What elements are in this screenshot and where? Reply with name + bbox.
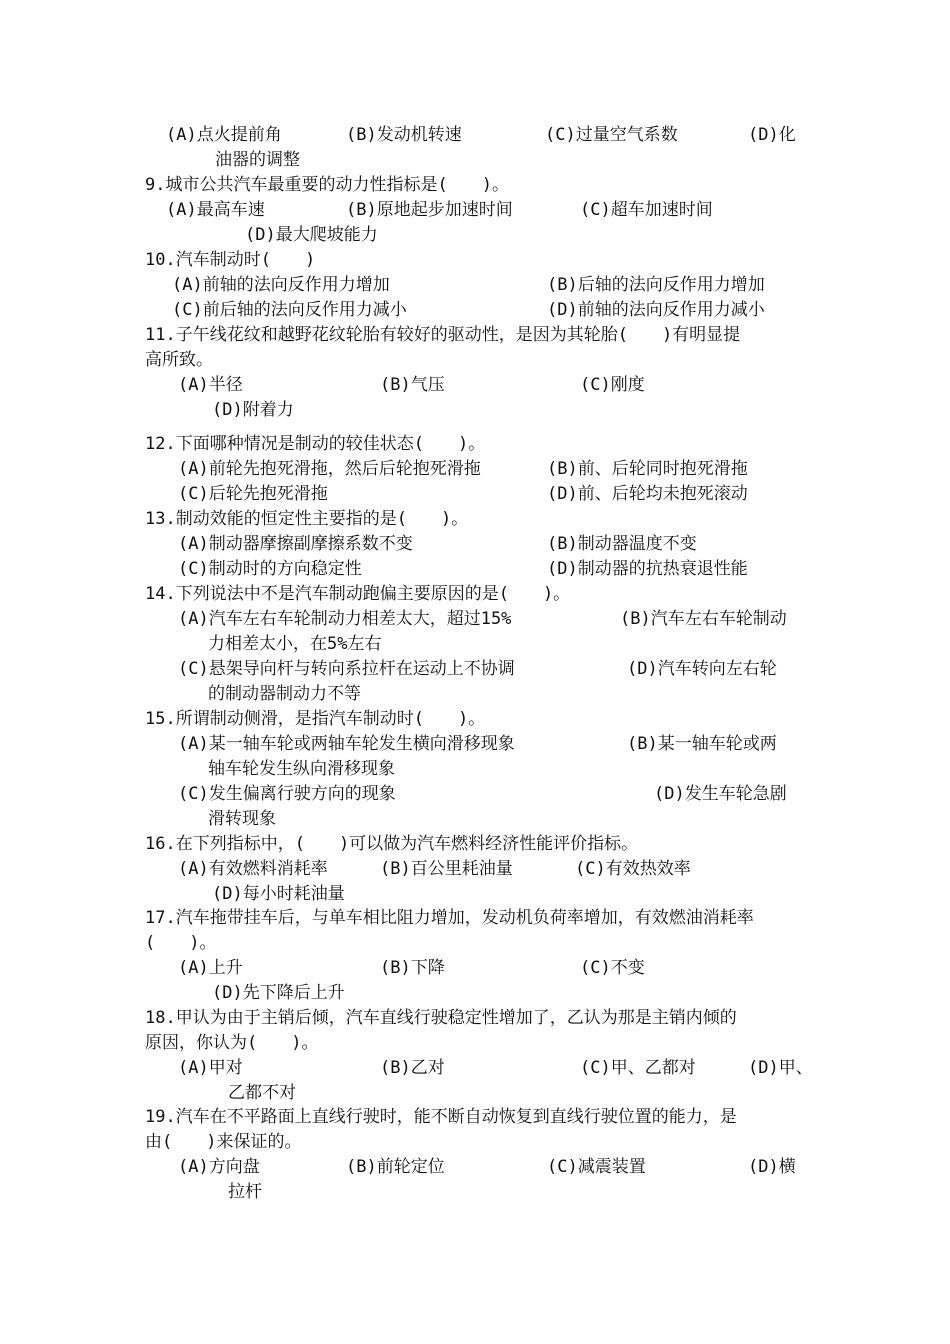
option-10d: (D)前轴的法向反作用力减小 (547, 300, 765, 320)
option-9d: (D)最大爬坡能力 (245, 225, 378, 245)
option-15d-cont: 滑转现象 (208, 809, 276, 829)
option-18b: (B)乙对 (380, 1058, 445, 1078)
option-14d-cont: 的制动器制动力不等 (208, 684, 361, 704)
question-13: 13.制动效能的恒定性主要指的是( )。 (145, 509, 469, 529)
option-17b: (B)下降 (380, 958, 445, 978)
question-15: 15.所谓制动侧滑，是指汽车制动时( )。 (145, 709, 486, 729)
option-9a: (A)最高车速 (166, 200, 265, 220)
option-16b: (B)百公里耗油量 (380, 859, 513, 879)
option-8c: (C)过量空气系数 (545, 125, 678, 145)
question-18-cont: 原因，你认为( )。 (145, 1033, 319, 1053)
option-10c: (C)前后轴的法向反作用力减小 (172, 300, 407, 320)
option-13a: (A)制动器摩擦副摩擦系数不变 (178, 534, 413, 554)
option-11a: (A)半径 (178, 375, 243, 395)
option-16a: (A)有效燃料消耗率 (178, 859, 328, 879)
option-15b-cont: 轴车轮发生纵向滑移现象 (208, 759, 395, 779)
option-19b: (B)前轮定位 (346, 1157, 445, 1177)
question-18: 18.甲认为由于主销后倾，汽车直线行驶稳定性增加了，乙认为那是主销内倾的 (145, 1008, 737, 1028)
question-19-cont: 由( )来保证的。 (145, 1132, 302, 1152)
option-19d: (D)横 (748, 1157, 796, 1177)
question-17: 17.汽车拖带挂车后，与单车相比阻力增加，发动机负荷率增加，有效燃油消耗率 (145, 908, 754, 928)
option-15a: (A)某一轴车轮或两轴车轮发生横向滑移现象 (178, 734, 515, 754)
option-14b-cont: 力相差太小，在5%左右 (208, 634, 382, 654)
option-16d: (D)每小时耗油量 (212, 884, 345, 904)
question-11-cont: 高所致。 (145, 350, 213, 370)
question-19: 19.汽车在不平路面上直线行驶时，能不断自动恢复到直线行驶位置的能力，是 (145, 1107, 737, 1127)
option-17d: (D)先下降后上升 (212, 983, 345, 1003)
option-8a: (A)点火提前角 (166, 125, 282, 145)
option-10b: (B)后轴的法向反作用力增加 (547, 275, 765, 295)
option-8d: (D)化 (748, 125, 796, 145)
option-13d: (D)制动器的抗热衰退性能 (547, 559, 748, 579)
option-18c: (C)甲、乙都对 (580, 1058, 696, 1078)
option-9c: (C)超车加速时间 (580, 200, 713, 220)
option-14d: (D)汽车转向左右轮 (627, 659, 777, 679)
question-9: 9.城市公共汽车最重要的动力性指标是( )。 (145, 175, 509, 195)
option-18d-cont: 乙都不对 (228, 1083, 296, 1103)
option-10a: (A)前轴的法向反作用力增加 (172, 275, 390, 295)
option-15c: (C)发生偏离行驶方向的现象 (178, 784, 396, 804)
option-8d-cont: 油器的调整 (215, 150, 300, 170)
option-12b: (B)前、后轮同时抱死滑拖 (547, 459, 748, 479)
option-16c: (C)有效热效率 (575, 859, 691, 879)
option-19a: (A)方向盘 (178, 1157, 260, 1177)
option-15d: (D)发生车轮急剧 (654, 784, 787, 804)
option-13b: (B)制动器温度不变 (547, 534, 697, 554)
option-13c: (C)制动时的方向稳定性 (178, 559, 362, 579)
option-11b: (B)气压 (380, 375, 445, 395)
option-15b: (B)某一轴车轮或两 (627, 734, 777, 754)
option-11c: (C)刚度 (580, 375, 645, 395)
option-18d: (D)甲、 (748, 1058, 813, 1078)
option-17c: (C)不变 (580, 958, 645, 978)
option-8b: (B)发动机转速 (346, 125, 462, 145)
option-12c: (C)后轮先抱死滑拖 (178, 484, 328, 504)
question-12: 12.下面哪种情况是制动的较佳状态( )。 (145, 434, 486, 454)
option-12a: (A)前轮先抱死滑拖，然后后轮抱死滑拖 (178, 459, 481, 479)
option-18a: (A)甲对 (178, 1058, 243, 1078)
option-12d: (D)前、后轮均未抱死滚动 (547, 484, 748, 504)
option-19d-cont: 拉杆 (228, 1182, 262, 1202)
question-10: 10.汽车制动时( ) (145, 250, 316, 270)
question-16: 16.在下列指标中，( )可以做为汽车燃料经济性能评价指标。 (145, 834, 639, 854)
option-17a: (A)上升 (178, 958, 243, 978)
question-14: 14.下列说法中不是汽车制动跑偏主要原因的是( )。 (145, 584, 571, 604)
option-14a: (A)汽车左右车轮制动力相差太大，超过15% (178, 609, 512, 629)
option-9b: (B)原地起步加速时间 (346, 200, 513, 220)
question-17-cont: ( )。 (145, 933, 217, 953)
option-14c: (C)悬架导向杆与转向系拉杆在运动上不协调 (178, 659, 515, 679)
option-19c: (C)减震装置 (547, 1157, 646, 1177)
question-11: 11.子午线花纹和越野花纹轮胎有较好的驱动性，是因为其轮胎( )有明显提 (145, 325, 741, 345)
option-11d: (D)附着力 (212, 400, 294, 420)
option-14b: (B)汽车左右车轮制动 (620, 609, 787, 629)
